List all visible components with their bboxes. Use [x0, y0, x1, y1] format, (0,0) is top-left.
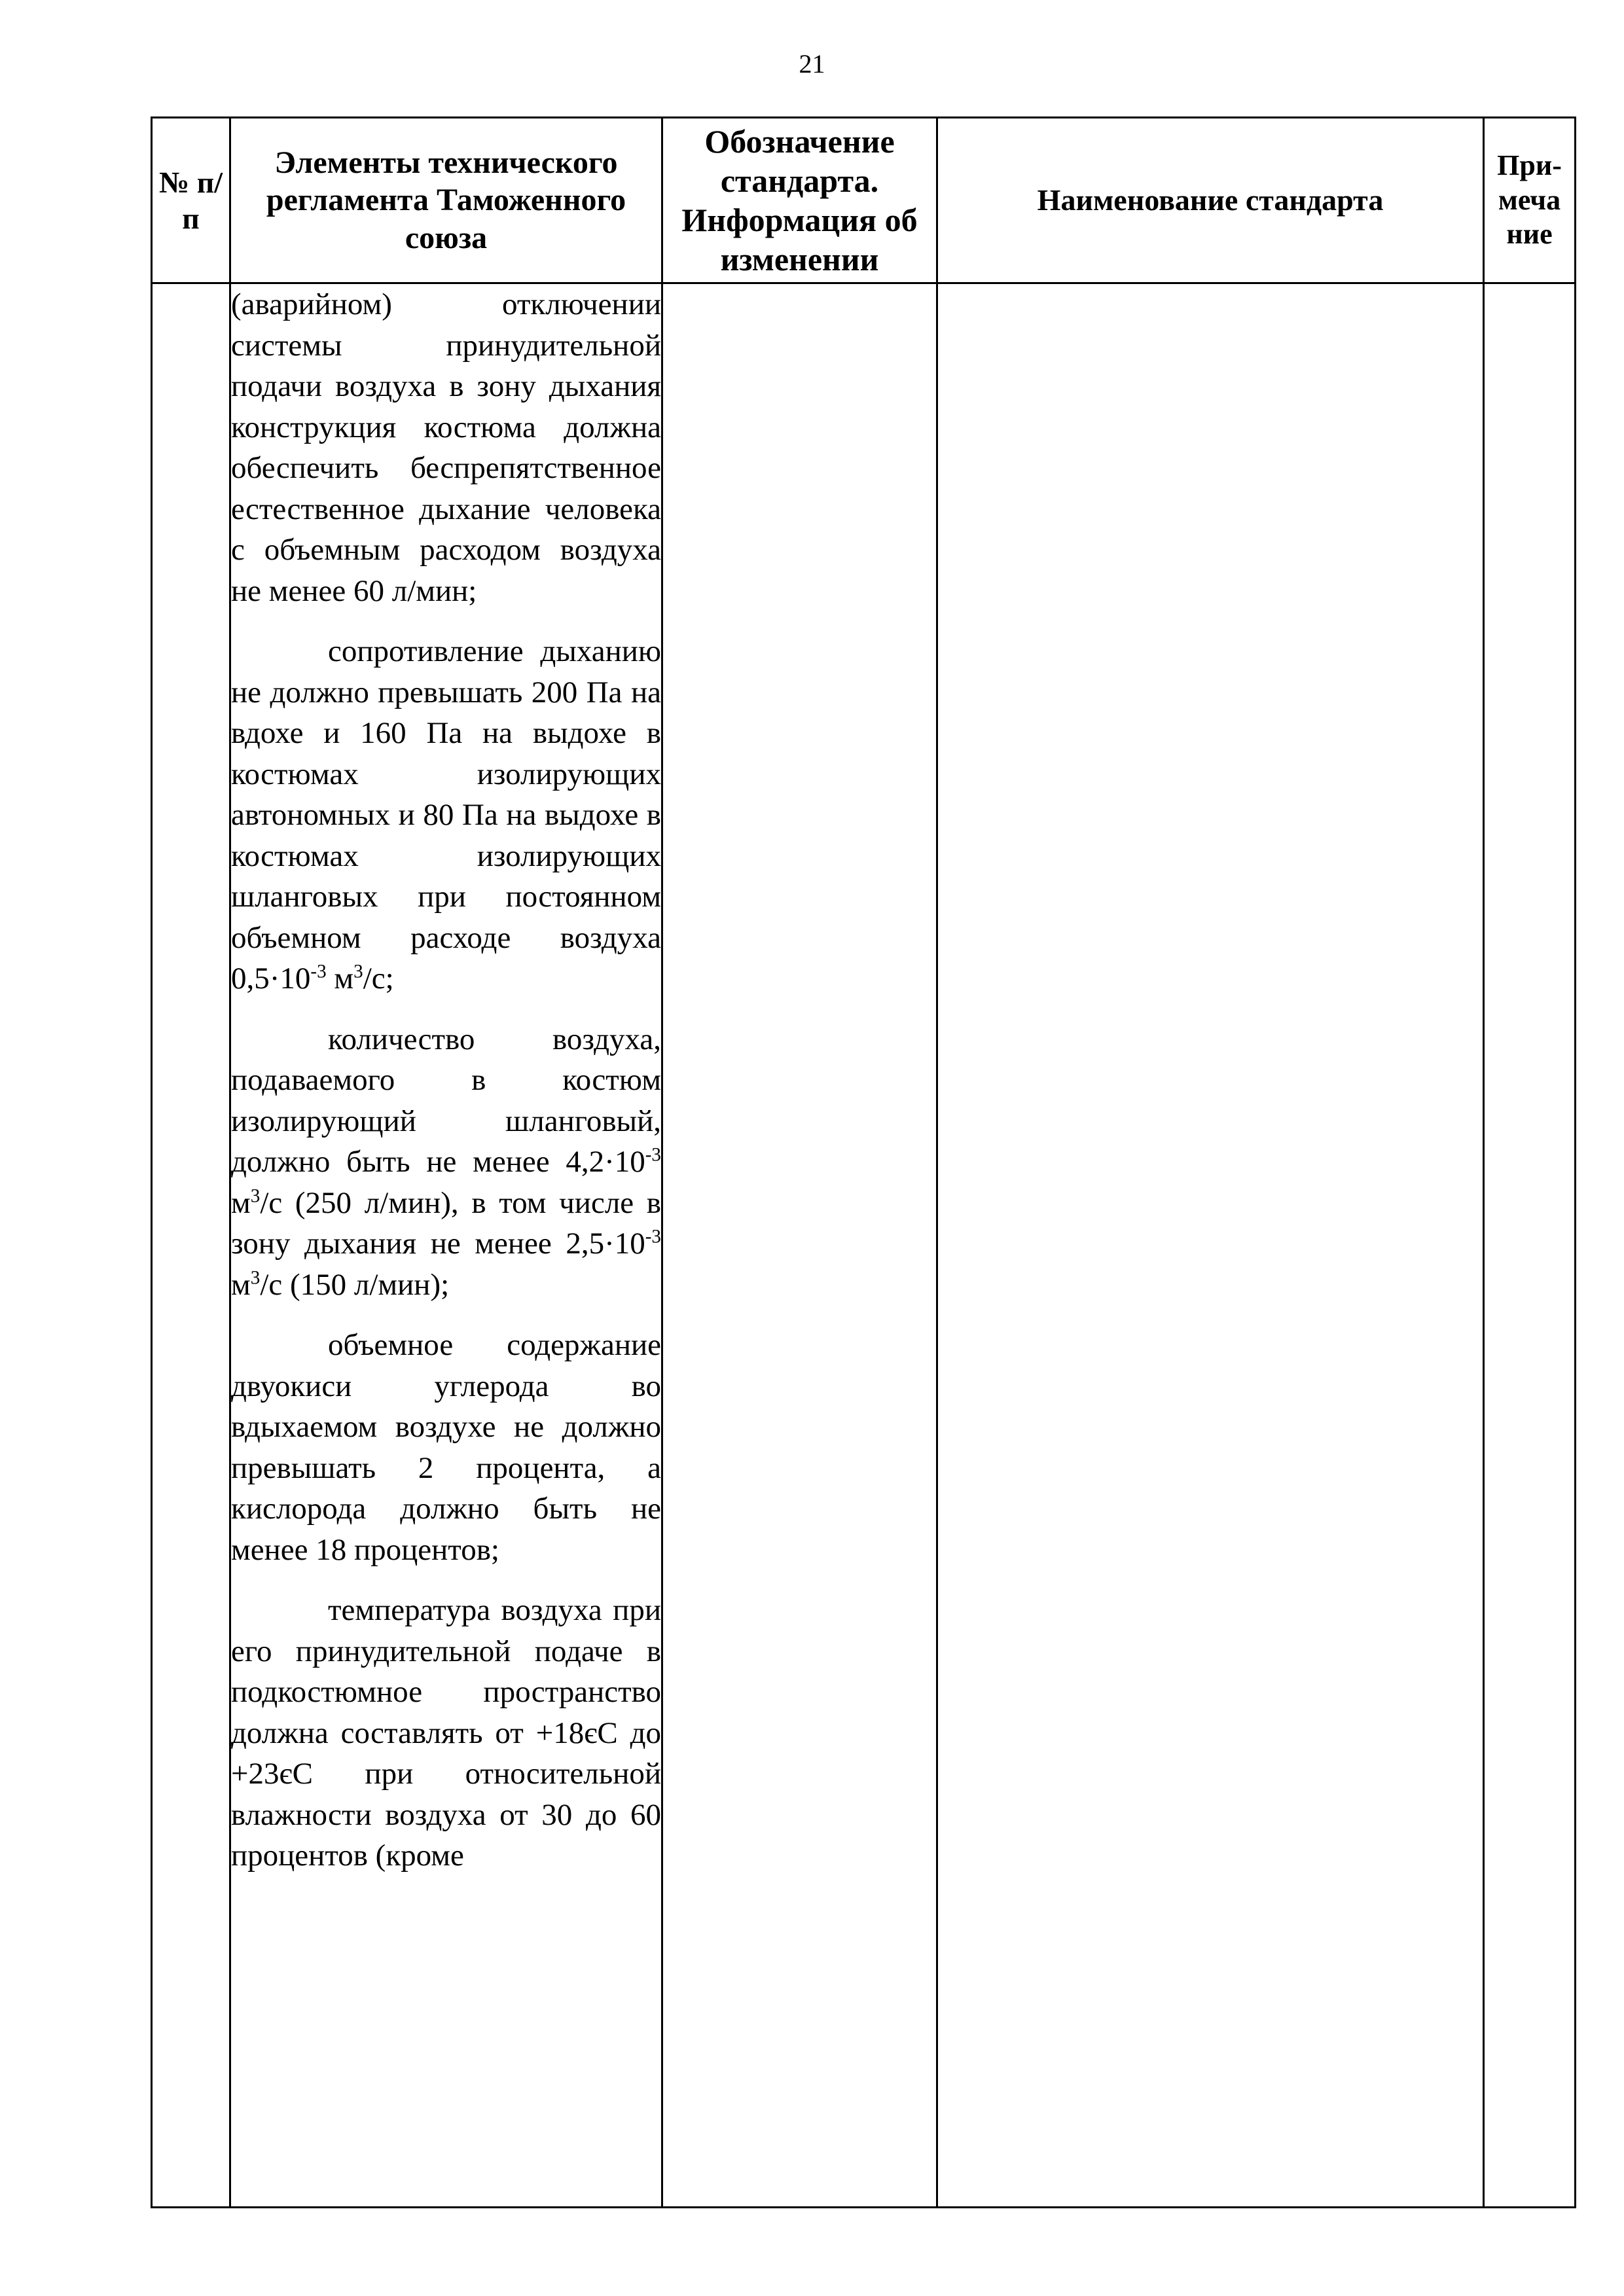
table-header-row — [152, 118, 1576, 283]
cell-designation — [662, 283, 937, 2208]
requirement-paragraph: температура воздуха при его принудительной подаче в подкостюмное пространство должна составлять от +18єС до +23єС при относительной влажности воздуха от 30 до 60 процентов (кроме — [231, 1593, 661, 1873]
page-number: 21 — [799, 49, 825, 79]
header-standard-name: Наименование стандарта — [937, 118, 1484, 283]
table-row — [152, 283, 1576, 2208]
requirement-paragraph: количество воздуха, подаваемого в костюм изолирующий шланговый, должно быть не менее $4,2\cdot 10^{-3}$ $м^3/с$ (250 л/мин), в том числе в зону дыхания не менее $2,5\cdot 10^{-3}$ $м^3/с$ (150 л/мин); — [231, 1022, 661, 1302]
cell-elements — [230, 283, 662, 2208]
requirement-paragraph: объемное содержание двуокиси углерода во вдыхаемом воздухе не должно превышать 2 процента, а кислорода должно быть не менее 18 процентов; — [231, 1328, 661, 1567]
cell-standard-name — [937, 283, 1484, 2208]
requirement-paragraph: сопротивление дыханию не должно превышать 200 Па на вдохе и 160 Па на выдохе в костюмах изолирующих автономных и 80 Па на выдохе в костюмах изолирующих шланговых при постоянном объемном расходе воздуха $0,5\cdot 10^{-3}$ $м^3/с$; — [231, 634, 661, 996]
header-note: При-меча ние — [1484, 118, 1576, 283]
header-elements: Элементы технического регламента Таможенного союза — [230, 118, 662, 283]
header-number: № п/п — [152, 118, 230, 283]
cell-number — [152, 283, 230, 2208]
requirement-paragraph: (аварийном) отключении системы принудительной подачи воздуха в зону дыхания конструкция костюма должна обеспечить беспрепятственное естественное дыхание человека с объемным расходом воздуха не менее 60 л/мин; — [231, 287, 661, 608]
header-designation: Обозначение стандарта. Информация об изменении — [662, 118, 937, 283]
cell-note — [1484, 283, 1576, 2208]
standards-table — [151, 117, 1576, 2208]
